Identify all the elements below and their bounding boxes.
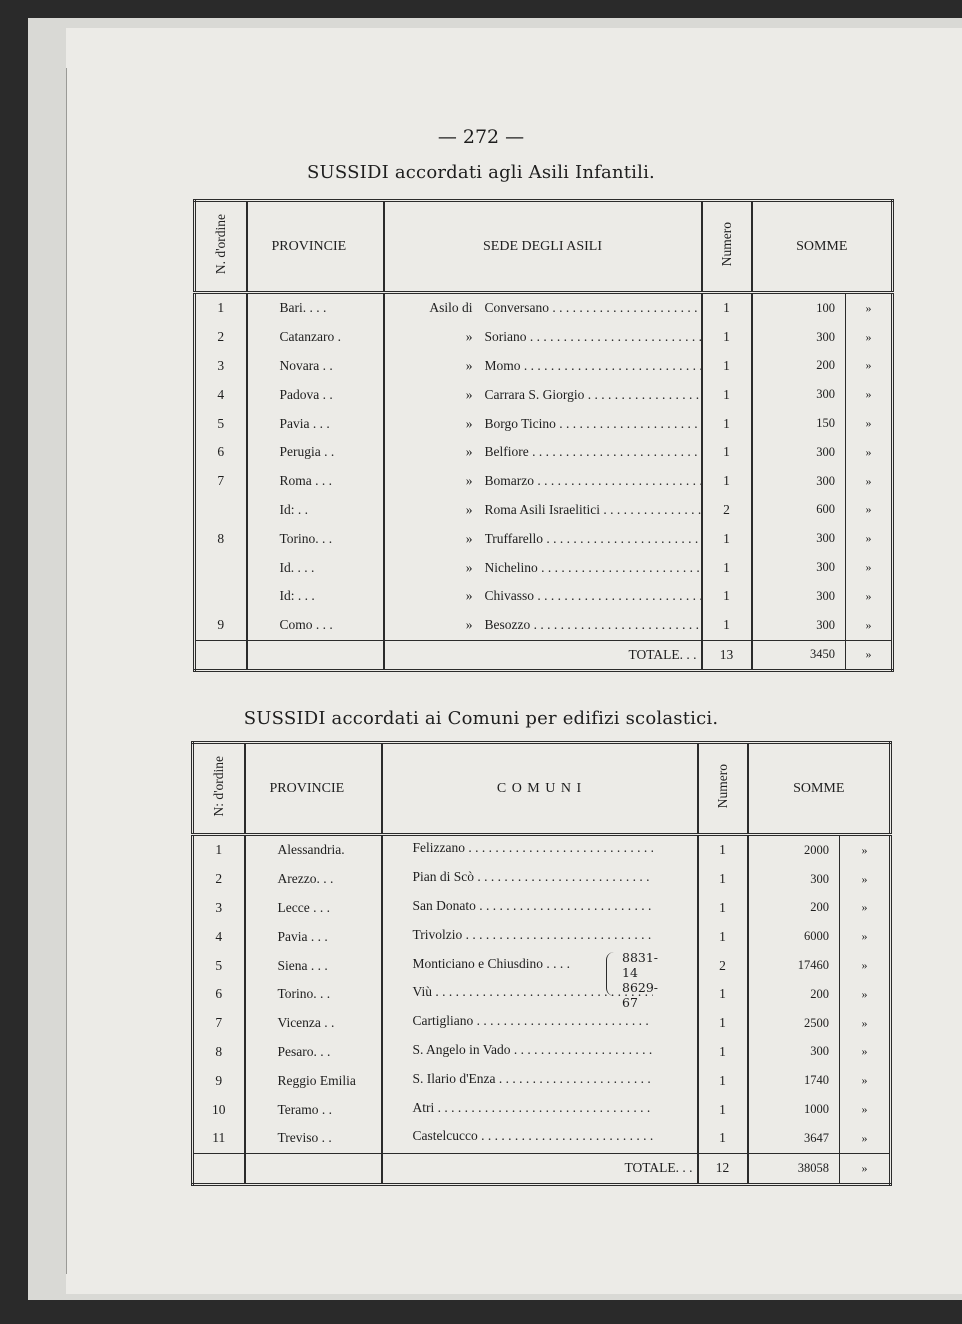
- row-number: 1: [193, 835, 245, 865]
- table-row: [193, 922, 891, 951]
- row-sede-name: Borgo Ticino . . .: [485, 416, 701, 432]
- row-number: 2: [195, 323, 247, 352]
- row-numero: 1: [698, 980, 748, 1009]
- row-provincia: Torino. . .: [245, 980, 382, 1009]
- total-blank: [245, 1153, 382, 1184]
- page-edge: [66, 68, 67, 1274]
- row-somma-unit: »: [861, 958, 868, 973]
- row-numero: 1: [698, 1124, 748, 1153]
- row-provincia: Siena . . .: [245, 951, 382, 980]
- row-somma: 200: [748, 980, 840, 1009]
- row-comune: [382, 1124, 698, 1153]
- row-sede: [384, 380, 702, 409]
- total-unit: »: [840, 1153, 891, 1184]
- row-somma: 200: [748, 894, 840, 923]
- row-sede-name: Belfiore . . .: [485, 444, 701, 460]
- row-comune: [382, 1066, 698, 1095]
- total-blank: [195, 640, 247, 671]
- row-numero: 1: [698, 835, 748, 865]
- table-row: [193, 865, 891, 894]
- row-number: 3: [193, 894, 245, 923]
- header-somme: SOMME: [748, 743, 891, 835]
- table-row: [193, 951, 891, 980]
- table-row: [195, 380, 893, 409]
- row-numero: 1: [698, 1009, 748, 1038]
- row-sede-name: Roma Asili Israelitici . . .: [485, 502, 701, 518]
- row-ditto: »: [465, 473, 473, 489]
- row-somma: 300: [752, 380, 846, 409]
- row-number: 5: [195, 409, 247, 438]
- row-somma-unit: »: [861, 842, 868, 857]
- row-number: 11: [193, 1124, 245, 1153]
- row-number: 8: [193, 1038, 245, 1067]
- row-numero: 1: [702, 553, 752, 582]
- row-somma-unit: »: [861, 1102, 868, 1117]
- row-comune-name: Atri . . .: [383, 1100, 653, 1116]
- row-sede: [384, 553, 702, 582]
- asili-table: [193, 199, 894, 672]
- row-ditto: »: [465, 415, 473, 431]
- row-number: 9: [193, 1066, 245, 1095]
- row-sede-name: Truffarello . . .: [485, 531, 701, 547]
- table-row: [193, 980, 891, 1009]
- row-numero: 1: [702, 611, 752, 640]
- table-row: [195, 467, 893, 496]
- row-comune-name: Felizzano . . .: [383, 840, 653, 856]
- row-number: 10: [193, 1095, 245, 1124]
- row-numero: 2: [702, 496, 752, 525]
- row-comune-name: Castelcucco . . .: [383, 1128, 653, 1144]
- header-provincie: PROVINCIE: [247, 201, 384, 293]
- total-row: [195, 640, 893, 671]
- row-number: 6: [193, 980, 245, 1009]
- row-provincia: Id: . . .: [247, 582, 384, 611]
- table-row: [193, 1038, 891, 1067]
- row-provincia: Id. . . .: [247, 553, 384, 582]
- row-somma-unit: »: [865, 531, 872, 546]
- table-row: [193, 1095, 891, 1124]
- row-somma-unit: »: [861, 900, 868, 915]
- header-numero: Numero: [698, 743, 748, 835]
- row-provincia: Roma . . .: [247, 467, 384, 496]
- row-sede: [384, 582, 702, 611]
- row-somma-unit: »: [865, 358, 872, 373]
- row-somma: 300: [748, 865, 840, 894]
- row-provincia: Novara . .: [247, 352, 384, 381]
- row-somma-unit: »: [861, 871, 868, 886]
- row-number: [195, 582, 247, 611]
- row-comune: [382, 835, 698, 865]
- row-provincia: Vicenza . .: [245, 1009, 382, 1038]
- row-numero: 1: [698, 1038, 748, 1067]
- row-numero: 1: [702, 380, 752, 409]
- row-somma: 300: [752, 438, 846, 467]
- total-unit: »: [846, 640, 893, 671]
- row-ditto: »: [465, 501, 473, 517]
- row-numero: 1: [702, 323, 752, 352]
- row-ditto: »: [465, 617, 473, 633]
- table-row: [195, 582, 893, 611]
- row-numero: 1: [702, 467, 752, 496]
- table-row: [195, 352, 893, 381]
- table-row: [193, 894, 891, 923]
- row-sede-name: Conversano . . .: [485, 300, 701, 316]
- row-comune: [382, 1038, 698, 1067]
- row-numero: 1: [702, 293, 752, 323]
- total-numero: 13: [702, 640, 752, 671]
- header-ordine: N: d'ordine: [193, 743, 245, 835]
- row-comune: [382, 865, 698, 894]
- row-somma-unit: »: [865, 588, 872, 603]
- row-provincia: Teramo . .: [245, 1095, 382, 1124]
- row-ditto: Asilo di: [429, 300, 473, 316]
- row-comune-name: Monticiano e Chiusdino . . .: [383, 956, 573, 972]
- row-somma: 1000: [748, 1095, 840, 1124]
- row-sede-name: Momo . . .: [485, 358, 701, 374]
- table1-title: SUSSIDI accordati agli Asili Infantili.: [307, 162, 655, 183]
- table2-title: SUSSIDI accordati ai Comuni per edifizi scolastici.: [243, 708, 719, 729]
- total-blank: [247, 640, 384, 671]
- row-somma: 300: [752, 323, 846, 352]
- row-provincia: Pavia . . .: [247, 409, 384, 438]
- comuni-table: [191, 741, 892, 1186]
- row-somma-unit: »: [865, 560, 872, 575]
- header-sede: SEDE DEGLI ASILI: [384, 201, 702, 293]
- table-row: [195, 611, 893, 640]
- table-row: [193, 1009, 891, 1038]
- row-somma: 300: [752, 524, 846, 553]
- row-provincia: Arezzo. . .: [245, 865, 382, 894]
- split-amount-a: 8831-14: [622, 950, 659, 980]
- row-numero: 1: [698, 1066, 748, 1095]
- row-sede-name: Bomarzo . . .: [485, 473, 701, 489]
- row-ditto: »: [465, 386, 473, 402]
- row-numero: 2: [698, 951, 748, 980]
- header-somme: SOMME: [752, 201, 893, 293]
- row-sede-name: Carrara S. Giorgio . . .: [485, 387, 701, 403]
- row-number: [195, 496, 247, 525]
- row-comune: [382, 894, 698, 923]
- row-numero: 1: [698, 865, 748, 894]
- row-provincia: Pavia . . .: [245, 922, 382, 951]
- row-provincia: Torino. . .: [247, 524, 384, 553]
- total-row: [193, 1153, 891, 1184]
- row-comune: [382, 922, 698, 951]
- row-somma-unit: »: [861, 986, 868, 1001]
- row-sede: [384, 352, 702, 381]
- row-somma: 300: [752, 553, 846, 582]
- table-row: [193, 1066, 891, 1095]
- row-sede-name: Nichelino . . .: [485, 560, 701, 576]
- row-somma-unit: »: [865, 300, 872, 315]
- table-row: [193, 835, 891, 865]
- row-somma: 300: [752, 467, 846, 496]
- table-row: [195, 496, 893, 525]
- total-numero: 12: [698, 1153, 748, 1184]
- total-blank: [193, 1153, 245, 1184]
- row-somma: 300: [752, 611, 846, 640]
- row-sede: [384, 524, 702, 553]
- header-numero: Numero: [702, 201, 752, 293]
- row-provincia: Catanzaro .: [247, 323, 384, 352]
- row-sede: [384, 323, 702, 352]
- row-numero: 1: [698, 1095, 748, 1124]
- row-provincia: Pesaro. . .: [245, 1038, 382, 1067]
- row-number: 3: [195, 352, 247, 381]
- row-number: 7: [193, 1009, 245, 1038]
- row-somma: 2000: [748, 835, 840, 865]
- table-row: [195, 438, 893, 467]
- table-row: [195, 409, 893, 438]
- row-numero: 1: [702, 352, 752, 381]
- row-comune-name: S. Angelo in Vado . . .: [383, 1042, 653, 1058]
- table-row: [195, 293, 893, 323]
- row-comune: [382, 1095, 698, 1124]
- row-somma-unit: »: [861, 1073, 868, 1088]
- row-somma: 100: [752, 293, 846, 323]
- row-somma-unit: »: [865, 329, 872, 344]
- header-ordine: N. d'ordine: [195, 201, 247, 293]
- row-somma-unit: »: [865, 387, 872, 402]
- row-number: 4: [195, 380, 247, 409]
- header-provincie: PROVINCIE: [245, 743, 382, 835]
- row-comune-name: S. Ilario d'Enza . . .: [383, 1071, 653, 1087]
- row-number: 4: [193, 922, 245, 951]
- row-somma: 300: [752, 582, 846, 611]
- row-number: [195, 553, 247, 582]
- row-provincia: Reggio Emilia: [245, 1066, 382, 1095]
- table-row: [195, 524, 893, 553]
- row-sede: [384, 293, 702, 323]
- row-number: 1: [195, 293, 247, 323]
- row-sede: [384, 438, 702, 467]
- row-numero: 1: [702, 409, 752, 438]
- row-comune-name: Trivolzio . . .: [383, 927, 653, 943]
- row-somma-unit: »: [861, 929, 868, 944]
- row-ditto: »: [465, 559, 473, 575]
- row-somma: 200: [752, 352, 846, 381]
- row-number: 8: [195, 524, 247, 553]
- split-amount-b: 8629-67: [622, 980, 659, 1010]
- total-somma: 38058: [748, 1153, 840, 1184]
- row-sede-name: Chivasso . . .: [485, 588, 701, 604]
- header-comuni: C O M U N I: [382, 743, 698, 835]
- row-number: 5: [193, 951, 245, 980]
- total-label: TOTALE. . .: [382, 1153, 698, 1184]
- row-somma-unit: »: [865, 502, 872, 517]
- row-ditto: »: [465, 588, 473, 604]
- row-somma: 3647: [748, 1124, 840, 1153]
- row-sede: [384, 467, 702, 496]
- row-comune-name: Cartigliano . . .: [383, 1013, 653, 1029]
- row-somma: 17460: [748, 951, 840, 980]
- row-numero: 1: [702, 438, 752, 467]
- row-provincia: Lecce . . .: [245, 894, 382, 923]
- row-somma: 2500: [748, 1009, 840, 1038]
- row-provincia: Padova . .: [247, 380, 384, 409]
- row-provincia: Bari. . . .: [247, 293, 384, 323]
- row-numero: 1: [702, 582, 752, 611]
- row-number: 2: [193, 865, 245, 894]
- row-somma: 300: [748, 1038, 840, 1067]
- table-row: [195, 553, 893, 582]
- row-comune-name: Viù . . .: [383, 984, 653, 1000]
- row-sede: [384, 611, 702, 640]
- row-somma: 1740: [748, 1066, 840, 1095]
- row-ditto: »: [465, 444, 473, 460]
- row-numero: 1: [702, 524, 752, 553]
- row-ditto: »: [465, 329, 473, 345]
- row-somma-unit: »: [861, 1044, 868, 1059]
- row-number: 9: [195, 611, 247, 640]
- row-provincia: Treviso . .: [245, 1124, 382, 1153]
- row-provincia: Id: . .: [247, 496, 384, 525]
- row-comune-name: San Donato . . .: [383, 898, 653, 914]
- total-somma: 3450: [752, 640, 846, 671]
- row-sede: [384, 409, 702, 438]
- row-sede-name: Besozzo . . .: [485, 617, 701, 633]
- row-provincia: Como . . .: [247, 611, 384, 640]
- row-provincia: Alessandria.: [245, 835, 382, 865]
- row-ditto: »: [465, 357, 473, 373]
- page-number: — 272 —: [437, 126, 525, 148]
- row-number: 6: [195, 438, 247, 467]
- total-label: TOTALE. . .: [384, 640, 702, 671]
- table-row: [193, 1124, 891, 1153]
- table-row: [195, 323, 893, 352]
- row-somma: 600: [752, 496, 846, 525]
- row-somma: 6000: [748, 922, 840, 951]
- row-sede-name: Soriano . . .: [485, 329, 701, 345]
- row-sede: [384, 496, 702, 525]
- row-somma-unit: »: [865, 473, 872, 488]
- row-somma-unit: »: [865, 444, 872, 459]
- row-comune-name: Pian di Scò . . .: [383, 869, 653, 885]
- row-numero: 1: [698, 894, 748, 923]
- row-numero: 1: [698, 922, 748, 951]
- row-comune: [382, 1009, 698, 1038]
- row-ditto: »: [465, 530, 473, 546]
- row-somma-unit: »: [861, 1130, 868, 1145]
- row-somma-unit: »: [865, 416, 872, 431]
- row-number: 7: [195, 467, 247, 496]
- row-somma-unit: »: [861, 1015, 868, 1030]
- row-provincia: Perugia . .: [247, 438, 384, 467]
- row-somma: 150: [752, 409, 846, 438]
- row-somma-unit: »: [865, 617, 872, 632]
